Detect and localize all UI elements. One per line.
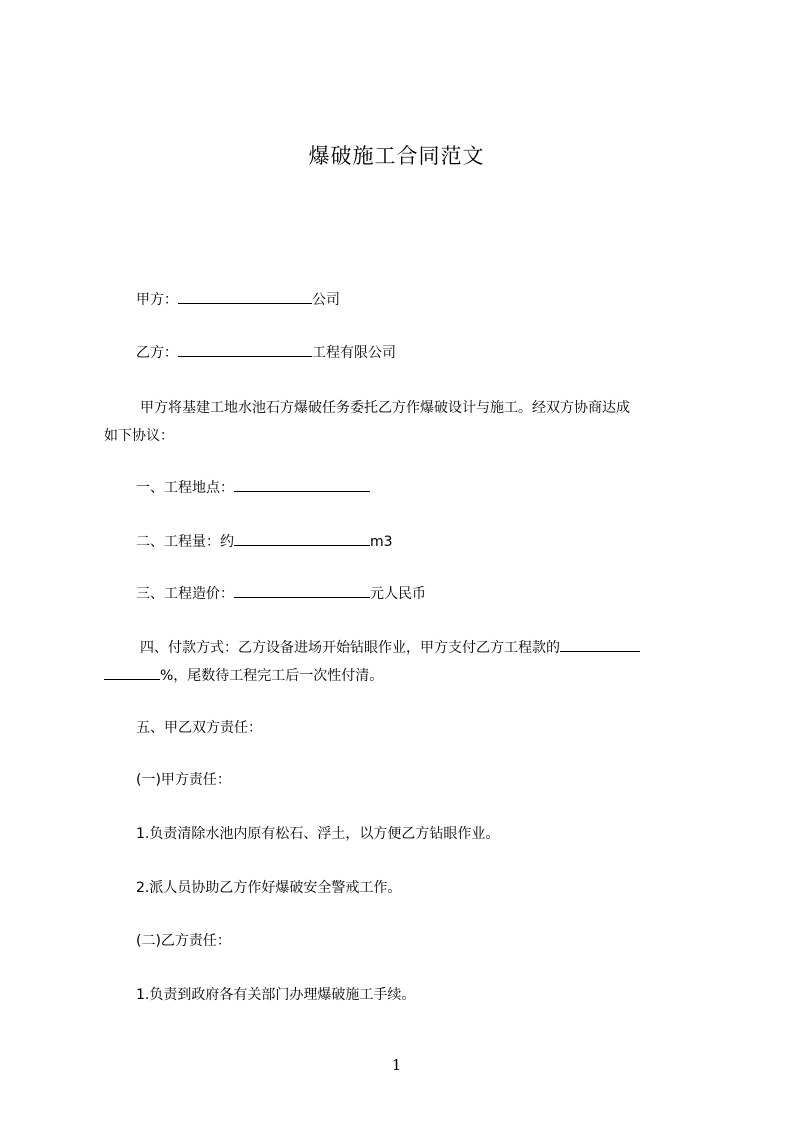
item-quantity-blank [234,532,370,546]
item-cost-blank [234,584,370,598]
item-location-label: 一、工程地点： [136,480,234,496]
party-b-suffix: 工程有限公司 [312,345,396,361]
item-payment-text: 四、付款方式：乙方设备进场开始钻眼作业，甲方支付乙方工程款的 [140,640,560,656]
document-title: 爆破施工合同范文 [308,144,485,168]
party-a-label: 甲方： [136,292,178,308]
item-location [104,474,736,502]
item-cost-suffix: 元人民币 [370,586,426,602]
intro-line-1: 甲方将基建工地水池石方爆破任务委托乙方作爆破设计与施工。经双方协商达成 [140,400,630,416]
item-payment-blank-2 [104,666,160,680]
page-number: 1 [391,1056,402,1074]
party-a-duty-1: 1.负责清除水池内原有松石、浮土，以方便乙方钻眼作业。 [136,826,500,842]
party-a-duties-heading: (一)甲方责任： [136,772,231,788]
party-b-duties-heading: (二)乙方责任： [136,933,231,949]
party-b-blank [178,343,312,357]
item-payment-line-1 [104,634,704,662]
item-quantity-suffix: m3 [370,534,393,550]
party-a-duty-2: 2.派人员协助乙方作好爆破安全警戒工作。 [136,880,402,896]
item-payment-line-2 [104,662,704,690]
intro-line-2: 如下协议： [104,428,174,444]
item-responsibilities: 五、甲乙双方责任： [136,720,262,736]
item-location-blank [234,478,370,492]
item-quantity [104,528,736,556]
party-a-blank [178,290,312,304]
item-cost-label: 三、工程造价： [136,586,234,602]
party-a-line [104,286,736,314]
party-b-label: 乙方： [136,345,178,361]
item-payment-suffix: %，尾数待工程完工后一次性付清。 [160,668,384,684]
party-a-suffix: 公司 [312,292,340,308]
item-quantity-label: 二、工程量：约 [136,534,234,550]
party-b-duty-1: 1.负责到政府各有关部门办理爆破施工手续。 [136,987,416,1003]
intro-paragraph [104,394,704,450]
item-payment [104,634,704,690]
item-payment-blank-1 [560,638,640,652]
party-b-line [104,339,736,367]
item-cost [104,580,736,608]
